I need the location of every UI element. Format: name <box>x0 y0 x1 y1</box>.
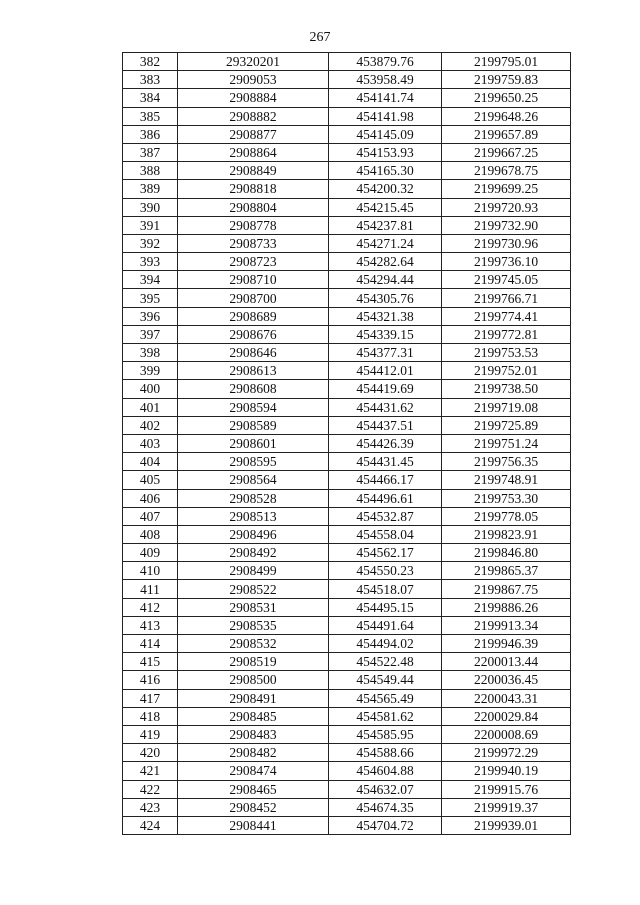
point-number-cell: 410 <box>123 562 178 580</box>
x-coordinate-cell: 454466.17 <box>329 471 442 489</box>
x-coordinate-cell: 454495.15 <box>329 598 442 616</box>
table-row <box>123 689 571 707</box>
point-number-cell: 388 <box>123 162 178 180</box>
y-coordinate-cell: 2199972.29 <box>442 744 571 762</box>
table-row <box>123 798 571 816</box>
table-row <box>123 562 571 580</box>
table-row <box>123 489 571 507</box>
y-coordinate-cell: 2199745.05 <box>442 271 571 289</box>
x-coordinate-cell: 453958.49 <box>329 71 442 89</box>
y-coordinate-cell: 2199719.08 <box>442 398 571 416</box>
table-row <box>123 816 571 834</box>
table-row <box>123 453 571 471</box>
x-coordinate-cell: 454565.49 <box>329 689 442 707</box>
code-cell: 2908733 <box>178 234 329 252</box>
code-cell: 2908613 <box>178 362 329 380</box>
code-cell: 2908500 <box>178 671 329 689</box>
point-number-cell: 423 <box>123 798 178 816</box>
x-coordinate-cell: 454282.64 <box>329 253 442 271</box>
point-number-cell: 417 <box>123 689 178 707</box>
y-coordinate-cell: 2200008.69 <box>442 725 571 743</box>
table-row <box>123 180 571 198</box>
code-cell: 2908452 <box>178 798 329 816</box>
y-coordinate-cell: 2199886.26 <box>442 598 571 616</box>
x-coordinate-cell: 454549.44 <box>329 671 442 689</box>
y-coordinate-cell: 2200013.44 <box>442 653 571 671</box>
point-number-cell: 400 <box>123 380 178 398</box>
y-coordinate-cell: 2199678.75 <box>442 162 571 180</box>
code-cell: 2908483 <box>178 725 329 743</box>
code-cell: 2908723 <box>178 253 329 271</box>
table-row <box>123 471 571 489</box>
x-coordinate-cell: 454215.45 <box>329 198 442 216</box>
point-number-cell: 397 <box>123 325 178 343</box>
code-cell: 2908710 <box>178 271 329 289</box>
code-cell: 2908531 <box>178 598 329 616</box>
x-coordinate-cell: 454604.88 <box>329 762 442 780</box>
point-number-cell: 411 <box>123 580 178 598</box>
y-coordinate-cell: 2199946.39 <box>442 635 571 653</box>
point-number-cell: 393 <box>123 253 178 271</box>
code-cell: 2908532 <box>178 635 329 653</box>
y-coordinate-cell: 2199795.01 <box>442 53 571 71</box>
table-row <box>123 362 571 380</box>
x-coordinate-cell: 454153.93 <box>329 143 442 161</box>
x-coordinate-cell: 454339.15 <box>329 325 442 343</box>
point-number-cell: 391 <box>123 216 178 234</box>
table-row <box>123 762 571 780</box>
x-coordinate-cell: 454294.44 <box>329 271 442 289</box>
table-row <box>123 289 571 307</box>
point-number-cell: 406 <box>123 489 178 507</box>
point-number-cell: 404 <box>123 453 178 471</box>
x-coordinate-cell: 454491.64 <box>329 616 442 634</box>
code-cell: 2908608 <box>178 380 329 398</box>
y-coordinate-cell: 2199778.05 <box>442 507 571 525</box>
y-coordinate-cell: 2200029.84 <box>442 707 571 725</box>
x-coordinate-cell: 454496.61 <box>329 489 442 507</box>
code-cell: 2908864 <box>178 143 329 161</box>
x-coordinate-cell: 454145.09 <box>329 125 442 143</box>
y-coordinate-cell: 2199736.10 <box>442 253 571 271</box>
table-row <box>123 544 571 562</box>
table-row <box>123 635 571 653</box>
code-cell: 2909053 <box>178 71 329 89</box>
point-number-cell: 399 <box>123 362 178 380</box>
y-coordinate-cell: 2199699.25 <box>442 180 571 198</box>
point-number-cell: 384 <box>123 89 178 107</box>
code-cell: 2908528 <box>178 489 329 507</box>
point-number-cell: 390 <box>123 198 178 216</box>
y-coordinate-cell: 2199748.91 <box>442 471 571 489</box>
point-number-cell: 386 <box>123 125 178 143</box>
code-cell: 2908513 <box>178 507 329 525</box>
table-row <box>123 234 571 252</box>
x-coordinate-cell: 454377.31 <box>329 344 442 362</box>
point-number-cell: 392 <box>123 234 178 252</box>
y-coordinate-cell: 2199751.24 <box>442 434 571 452</box>
x-coordinate-cell: 453879.76 <box>329 53 442 71</box>
y-coordinate-cell: 2199732.90 <box>442 216 571 234</box>
x-coordinate-cell: 454271.24 <box>329 234 442 252</box>
table-row <box>123 398 571 416</box>
point-number-cell: 416 <box>123 671 178 689</box>
x-coordinate-cell: 454522.48 <box>329 653 442 671</box>
x-coordinate-cell: 454305.76 <box>329 289 442 307</box>
x-coordinate-cell: 454518.07 <box>329 580 442 598</box>
x-coordinate-cell: 454237.81 <box>329 216 442 234</box>
code-cell: 2908884 <box>178 89 329 107</box>
y-coordinate-cell: 2199753.53 <box>442 344 571 362</box>
y-coordinate-cell: 2199648.26 <box>442 107 571 125</box>
x-coordinate-cell: 454562.17 <box>329 544 442 562</box>
point-number-cell: 418 <box>123 707 178 725</box>
point-number-cell: 396 <box>123 307 178 325</box>
table-row <box>123 143 571 161</box>
y-coordinate-cell: 2199756.35 <box>442 453 571 471</box>
table-row <box>123 580 571 598</box>
point-number-cell: 387 <box>123 143 178 161</box>
table-row <box>123 707 571 725</box>
table-row <box>123 162 571 180</box>
y-coordinate-cell: 2199774.41 <box>442 307 571 325</box>
x-coordinate-cell: 454437.51 <box>329 416 442 434</box>
code-cell: 2908589 <box>178 416 329 434</box>
code-cell: 2908877 <box>178 125 329 143</box>
x-coordinate-cell: 454532.87 <box>329 507 442 525</box>
table-row <box>123 744 571 762</box>
table-row <box>123 671 571 689</box>
coordinates-table <box>122 52 571 835</box>
code-cell: 2908474 <box>178 762 329 780</box>
table-row <box>123 271 571 289</box>
table-row <box>123 89 571 107</box>
code-cell: 2908676 <box>178 325 329 343</box>
x-coordinate-cell: 454431.62 <box>329 398 442 416</box>
y-coordinate-cell: 2199772.81 <box>442 325 571 343</box>
code-cell: 2908496 <box>178 525 329 543</box>
y-coordinate-cell: 2199730.96 <box>442 234 571 252</box>
code-cell: 2908849 <box>178 162 329 180</box>
point-number-cell: 422 <box>123 780 178 798</box>
code-cell: 2908441 <box>178 816 329 834</box>
y-coordinate-cell: 2199823.91 <box>442 525 571 543</box>
y-coordinate-cell: 2199650.25 <box>442 89 571 107</box>
code-cell: 2908482 <box>178 744 329 762</box>
y-coordinate-cell: 2199865.37 <box>442 562 571 580</box>
code-cell: 2908564 <box>178 471 329 489</box>
y-coordinate-cell: 2199919.37 <box>442 798 571 816</box>
point-number-cell: 401 <box>123 398 178 416</box>
table-row <box>123 71 571 89</box>
table-row <box>123 253 571 271</box>
y-coordinate-cell: 2199752.01 <box>442 362 571 380</box>
table-row <box>123 434 571 452</box>
point-number-cell: 413 <box>123 616 178 634</box>
code-cell: 29320201 <box>178 53 329 71</box>
point-number-cell: 405 <box>123 471 178 489</box>
x-coordinate-cell: 454550.23 <box>329 562 442 580</box>
y-coordinate-cell: 2199915.76 <box>442 780 571 798</box>
point-number-cell: 419 <box>123 725 178 743</box>
x-coordinate-cell: 454558.04 <box>329 525 442 543</box>
point-number-cell: 394 <box>123 271 178 289</box>
point-number-cell: 408 <box>123 525 178 543</box>
code-cell: 2908778 <box>178 216 329 234</box>
y-coordinate-cell: 2199753.30 <box>442 489 571 507</box>
x-coordinate-cell: 454632.07 <box>329 780 442 798</box>
x-coordinate-cell: 454426.39 <box>329 434 442 452</box>
y-coordinate-cell: 2199657.89 <box>442 125 571 143</box>
x-coordinate-cell: 454200.32 <box>329 180 442 198</box>
code-cell: 2908595 <box>178 453 329 471</box>
code-cell: 2908485 <box>178 707 329 725</box>
code-cell: 2908491 <box>178 689 329 707</box>
y-coordinate-cell: 2199940.19 <box>442 762 571 780</box>
point-number-cell: 382 <box>123 53 178 71</box>
code-cell: 2908519 <box>178 653 329 671</box>
y-coordinate-cell: 2199913.34 <box>442 616 571 634</box>
code-cell: 2908818 <box>178 180 329 198</box>
code-cell: 2908689 <box>178 307 329 325</box>
point-number-cell: 412 <box>123 598 178 616</box>
x-coordinate-cell: 454581.62 <box>329 707 442 725</box>
x-coordinate-cell: 454321.38 <box>329 307 442 325</box>
y-coordinate-cell: 2199738.50 <box>442 380 571 398</box>
x-coordinate-cell: 454141.98 <box>329 107 442 125</box>
code-cell: 2908465 <box>178 780 329 798</box>
table-row <box>123 53 571 71</box>
x-coordinate-cell: 454165.30 <box>329 162 442 180</box>
point-number-cell: 424 <box>123 816 178 834</box>
x-coordinate-cell: 454674.35 <box>329 798 442 816</box>
table-row <box>123 307 571 325</box>
point-number-cell: 409 <box>123 544 178 562</box>
y-coordinate-cell: 2199725.89 <box>442 416 571 434</box>
point-number-cell: 407 <box>123 507 178 525</box>
x-coordinate-cell: 454585.95 <box>329 725 442 743</box>
table-row <box>123 653 571 671</box>
table-row <box>123 525 571 543</box>
y-coordinate-cell: 2199846.80 <box>442 544 571 562</box>
table-row <box>123 380 571 398</box>
point-number-cell: 403 <box>123 434 178 452</box>
point-number-cell: 385 <box>123 107 178 125</box>
table-row <box>123 125 571 143</box>
table-row <box>123 416 571 434</box>
y-coordinate-cell: 2199667.25 <box>442 143 571 161</box>
point-number-cell: 398 <box>123 344 178 362</box>
table-row <box>123 598 571 616</box>
point-number-cell: 395 <box>123 289 178 307</box>
x-coordinate-cell: 454704.72 <box>329 816 442 834</box>
x-coordinate-cell: 454141.74 <box>329 89 442 107</box>
code-cell: 2908882 <box>178 107 329 125</box>
table-row <box>123 107 571 125</box>
table-row <box>123 198 571 216</box>
point-number-cell: 383 <box>123 71 178 89</box>
y-coordinate-cell: 2199759.83 <box>442 71 571 89</box>
point-number-cell: 420 <box>123 744 178 762</box>
table-row <box>123 507 571 525</box>
code-cell: 2908535 <box>178 616 329 634</box>
code-cell: 2908646 <box>178 344 329 362</box>
x-coordinate-cell: 454412.01 <box>329 362 442 380</box>
code-cell: 2908499 <box>178 562 329 580</box>
code-cell: 2908492 <box>178 544 329 562</box>
y-coordinate-cell: 2199766.71 <box>442 289 571 307</box>
point-number-cell: 415 <box>123 653 178 671</box>
x-coordinate-cell: 454431.45 <box>329 453 442 471</box>
code-cell: 2908601 <box>178 434 329 452</box>
table-row <box>123 216 571 234</box>
point-number-cell: 389 <box>123 180 178 198</box>
point-number-cell: 421 <box>123 762 178 780</box>
page-number: 267 <box>309 30 331 45</box>
code-cell: 2908700 <box>178 289 329 307</box>
y-coordinate-cell: 2199939.01 <box>442 816 571 834</box>
x-coordinate-cell: 454419.69 <box>329 380 442 398</box>
y-coordinate-cell: 2200036.45 <box>442 671 571 689</box>
table-row <box>123 344 571 362</box>
point-number-cell: 414 <box>123 635 178 653</box>
table-row <box>123 616 571 634</box>
table-row <box>123 325 571 343</box>
code-cell: 2908522 <box>178 580 329 598</box>
point-number-cell: 402 <box>123 416 178 434</box>
x-coordinate-cell: 454494.02 <box>329 635 442 653</box>
y-coordinate-cell: 2200043.31 <box>442 689 571 707</box>
code-cell: 2908594 <box>178 398 329 416</box>
coordinates-table-body <box>123 53 571 835</box>
y-coordinate-cell: 2199867.75 <box>442 580 571 598</box>
table-row <box>123 725 571 743</box>
table-row <box>123 780 571 798</box>
y-coordinate-cell: 2199720.93 <box>442 198 571 216</box>
code-cell: 2908804 <box>178 198 329 216</box>
x-coordinate-cell: 454588.66 <box>329 744 442 762</box>
